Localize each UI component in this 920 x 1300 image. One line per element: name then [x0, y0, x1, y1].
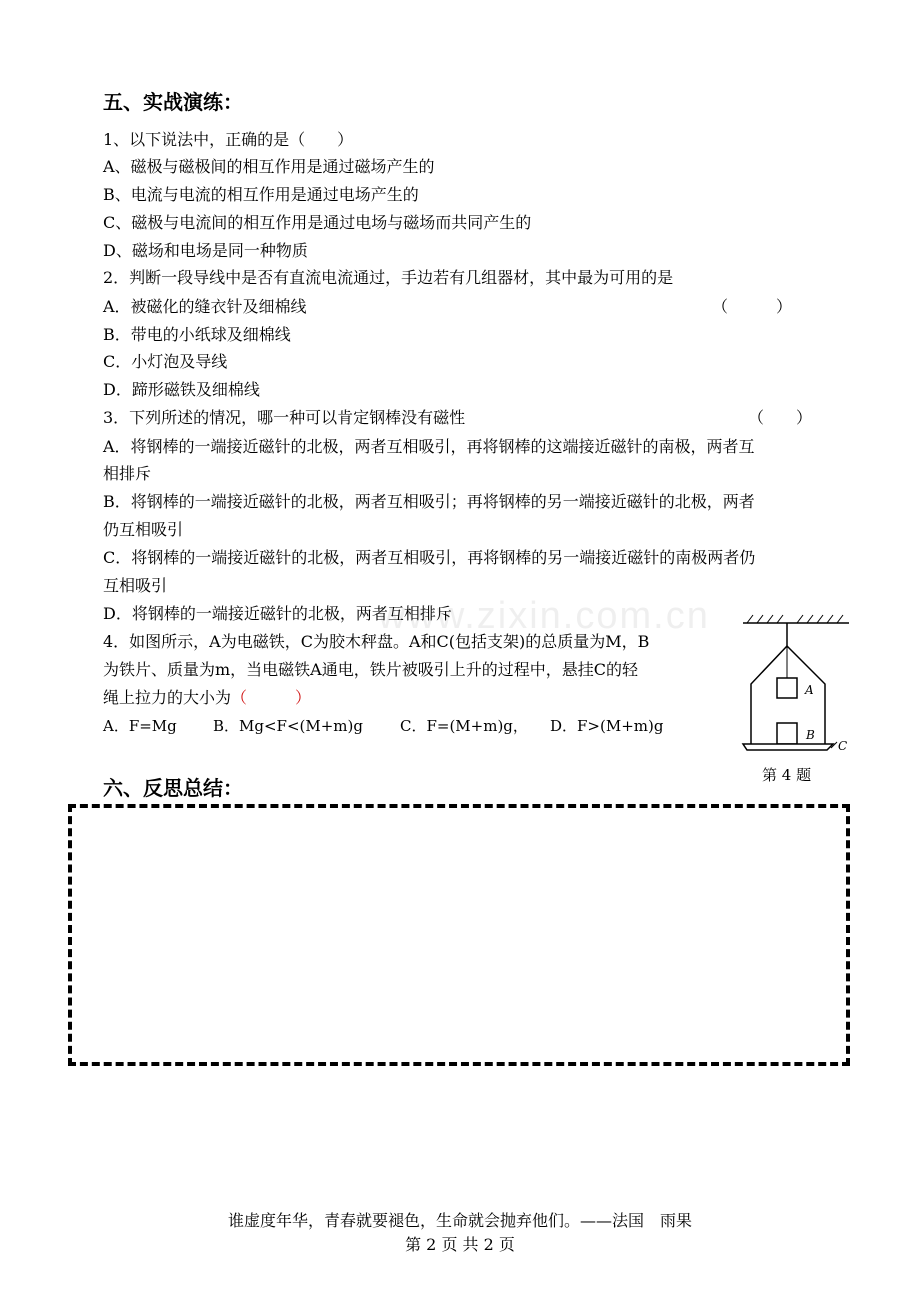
q1-option-b: B、电流与电流的相互作用是通过电场产生的: [103, 185, 419, 204]
q4-option-d: D．F>(M+m)g: [550, 717, 664, 735]
watermark: www.zixin.com.cn: [378, 595, 710, 637]
q1-option-c: C、磁极与电流间的相互作用是通过电场与磁场而共同产生的: [103, 213, 532, 232]
electromagnet-a: [777, 678, 797, 698]
q4-figure: [735, 612, 855, 762]
q2-option-c: C．小灯泡及导线: [103, 352, 228, 371]
q3-answer-paren: （ ）: [748, 408, 813, 427]
q3-option-a: A．将钢棒的一端接近磁针的北极，两者互相吸引，再将钢棒的这端接近磁针的南极，两者互: [103, 437, 755, 456]
section-title-practice: 五、实战演练：: [103, 90, 243, 114]
label-c: C: [838, 739, 848, 753]
q2-option-a: A．被磁化的缝衣针及细棉线: [103, 297, 307, 316]
ceiling: [743, 615, 849, 623]
q3-option-b: B．将钢棒的一端接近磁针的北极，两者互相吸引；再将钢棒的另一端接近磁针的北极，两者: [103, 492, 755, 511]
q3-stem: 3．下列所述的情况，哪一种可以肯定钢棒没有磁性: [103, 408, 466, 427]
label-b: B: [806, 728, 815, 742]
iron-plate-b: [777, 723, 797, 744]
q2-stem: 2．判断一段导线中是否有直流电流通过，手边若有几组器材，其中最为可用的是: [103, 268, 674, 287]
q4-answer-paren: （ ）: [231, 688, 312, 707]
q1-option-d: D、磁场和电场是同一种物质: [103, 241, 308, 260]
figure-caption: 第 4 题: [762, 766, 812, 784]
footer-page-number: 第 2 页 共 2 页: [405, 1235, 515, 1254]
q3-option-b-cont: 仍互相吸引: [103, 520, 184, 539]
q3-option-a-cont: 相排斥: [103, 464, 152, 483]
q4-option-c: C．F=(M+m)g，: [400, 717, 528, 735]
q4-option-b: B．Mg<F<(M+m)g: [213, 717, 363, 735]
q2-answer-paren: （ ）: [712, 297, 793, 316]
label-a: A: [805, 683, 814, 697]
section-title-reflection: 六、反思总结：: [103, 776, 243, 800]
q3-option-d: D．将钢棒的一端接近磁针的北极，两者互相排斥: [103, 604, 452, 623]
q4-stem-line2: 为铁片、质量为m，当电磁铁A通电，铁片被吸引上升的过程中，悬挂C的轻: [103, 660, 638, 679]
q4-stem-line1: 4．如图所示，A为电磁铁，C为胶木秤盘。A和C(包括支架)的总质量为M，B: [103, 632, 650, 651]
scale-pan-c: [743, 744, 833, 750]
q4-stem-line3: [103, 688, 311, 708]
q1-stem: 1、以下说法中，正确的是（ ）: [103, 130, 354, 149]
q4-option-a: A．F=Mg: [103, 717, 177, 735]
q2-option-d: D．蹄形磁铁及细棉线: [103, 380, 260, 399]
q3-option-c: C．将钢棒的一端接近磁针的北极，两者互相吸引，再将钢棒的另一端接近磁针的南极两者仍: [103, 548, 756, 567]
q1-option-a: A、磁极与磁极间的相互作用是通过磁场产生的: [103, 157, 435, 176]
q2-option-b: B．带电的小纸球及细棉线: [103, 325, 291, 344]
q4-stem-text: 绳上拉力的大小为: [103, 688, 232, 707]
q3-option-c-cont: 互相吸引: [103, 576, 168, 595]
footer-quote: 谁虚度年华，青春就要褪色，生命就会抛弃他们。——法国 雨果: [227, 1211, 692, 1230]
reflection-input-area[interactable]: [68, 804, 850, 1066]
